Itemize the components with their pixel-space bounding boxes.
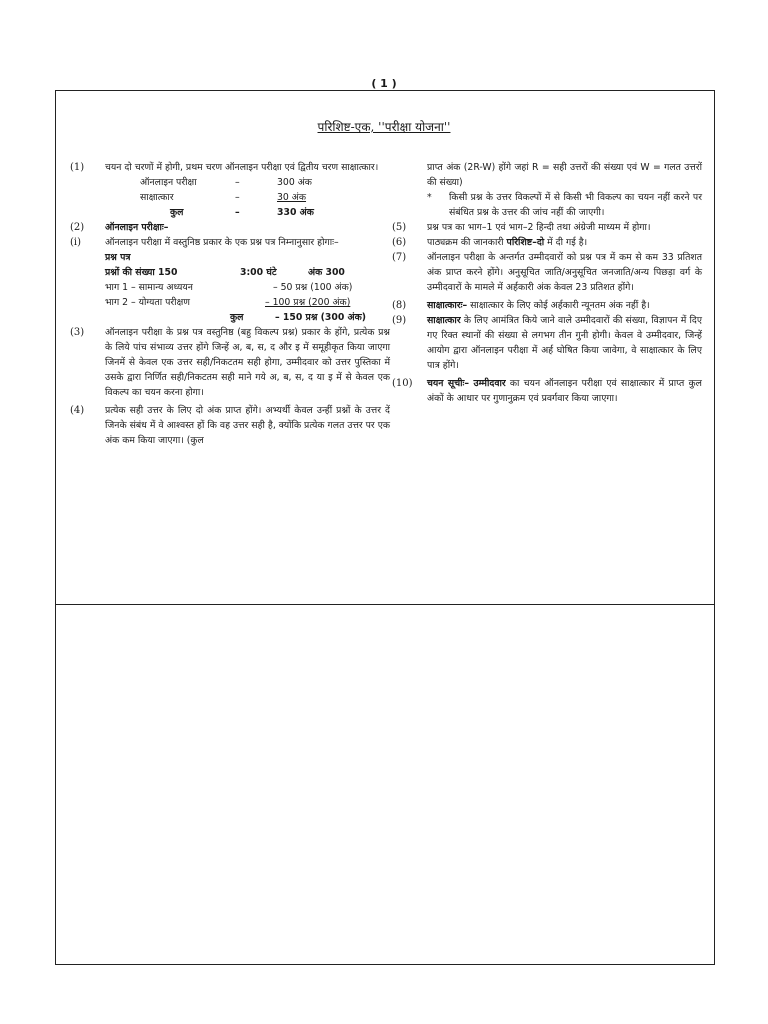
section-2i [70,235,390,250]
section-3-number: (3) [70,327,85,338]
part-1-value: – 50 प्रश्न (100 अंक) [273,282,353,293]
page-number: ( 1 ) [371,77,397,90]
paper-header-row [70,265,390,280]
star-mark: * [427,192,432,203]
section-1-text: चयन दो चरणों में होगी, प्रथम चरण ऑनलाइन परीक्षा एवं द्वितीय चरण साक्षात्कार। [105,162,379,173]
section-3-text: ऑनलाइन परीक्षा के प्रश्न पत्र वस्तुनिष्ठ (बहु विकल्प प्रश्न) प्रकार के होंगे, प्रत्येक प्रश्न के लिये पांच संभाव्य उत्तर होंगे जिन्हें अ, ब, स, द और इ में समूहीकृत किया जाएगा जिनमें से केवल एक उत्तर सही/निकटतम सही होगा, उम्मीदवार को उत्तर पुस्तिका में उसके द्वारा निर्णित सही/निकटतम सही माने गये अ, ब, स, द या इ में से केवल एक विकल्प का चयन करना होगा। [105,327,390,398]
paper-total-value: – 150 प्रश्न (300 अंक) [275,312,367,323]
left-column [70,160,390,448]
section-10-heading: चयन सूचीः– उम्मीदवार [427,378,506,389]
question-count: प्रश्नों की संख्या 150 [105,267,178,278]
section-3 [70,325,390,400]
section-8-text: साक्षात्कार के लिए कोई अर्हकारी न्यूनतम अंक नहीं है। [470,300,650,311]
section-7-text: ऑनलाइन परीक्षा के अन्तर्गत उम्मीदवारों को प्रश्न पत्र में कम से कम 33 प्रतिशत अंक प्राप्त करने होंगे। अनुसूचित जाति/अनुसूचित जनजाति/अन्य पिछड़ा वर्ग के उम्मीदवारों के मामले में अर्हकारी अंक केवल 23 प्रतिशत होंगे। [427,252,702,293]
section-2i-text: ऑनलाइन परीक्षा में वस्तुनिष्ठ प्रकार के एक प्रश्न पत्र निम्नानुसार होगाः– [105,237,339,248]
section-6-tail: में दी गई है। [547,237,588,248]
section-9-body [427,313,702,373]
marks-value-total: 330 अंक [277,207,314,218]
marks-row-online [70,175,390,190]
section-9-heading: साक्षात्कार [427,315,461,326]
section-4 [70,403,390,448]
section-8-body [427,298,702,313]
section-9 [392,313,702,373]
section-6-body [427,235,702,250]
section-2-number: (2) [70,222,85,233]
marks-dash-interview: – [235,192,240,203]
star-note-text: किसी प्रश्न के उत्तर विकल्पों में से किसी भी विकल्प का चयन नहीं करने पर संबंधित प्रश्न के उत्तर की जांच नहीं की जाएगी। [449,192,702,218]
section-4-text: प्रत्येक सही उत्तर के लिए दो अंक प्राप्त होंगे। अभ्यर्थी केवल उन्हीं प्रश्नों के उत्तर दें जिनके संबंध में वे आश्वस्त हों कि वह उत्तर सही है, क्योंकि प्रत्येक गलत उत्तर पर एक अंक कम किया जाएगा। (कुल [105,405,390,446]
section-8-number: (8) [392,300,407,311]
section-6-number: (6) [392,237,407,248]
paper-total-row [70,310,390,325]
page-title-text: परिशिष्ट-एक, ''परीक्षा योजना'' [317,120,451,134]
part-2-label: भाग 2 – योग्यता परीक्षण [105,297,190,308]
section-5-number: (5) [392,222,407,233]
marks-label-interview: साक्षात्कार [140,192,174,203]
section-6 [392,235,702,250]
section-8 [392,298,702,313]
part-row-1 [70,280,390,295]
section-1-number: (1) [70,162,85,173]
part-2-value: – 100 प्रश्न (200 अंक) [265,297,351,308]
marks-value-online: 300 अंक [277,177,312,188]
section-7-number: (7) [392,252,407,263]
marks-dash-online: – [235,177,240,188]
section-2 [70,220,390,235]
section-9-number: (9) [392,315,407,326]
section-5-text: प्रश्न पत्र का भाग–1 एवं भाग–2 हिन्दी तथा अंग्रेजी माध्यम में होगा। [427,222,651,233]
section-5 [392,220,702,235]
paper-marks: अंक 300 [308,267,345,278]
section-8-heading: साक्षात्कारः– [427,300,468,311]
paper-label: प्रश्न पत्र [105,252,131,263]
paper-time: 3:00 घंटे [240,267,277,278]
page-title [0,118,768,135]
section-2-heading: ऑनलाइन परीक्षाः– [105,222,169,233]
section-6-appendix-ref: परिशिष्ट–दो [506,237,545,248]
section-4-continuation: प्राप्त अंक (2R-W) होंगे जहां R = सही उत्तरों की संख्या एवं W = गलत उत्तरों की संख्या) [427,162,702,188]
paper-total-label: कुल [230,312,244,323]
marks-row-total [70,205,390,220]
marks-row-interview [70,190,390,205]
right-column [392,160,702,406]
frame-divider [55,604,715,605]
section-7 [392,250,702,295]
part-row-2 [70,295,390,310]
star-note [392,190,702,220]
section-10-text: का चयन ऑनलाइन परीक्षा एवं साक्षात्कार में प्राप्त कुल अंकों के आधार पर गुणानुक्रम एवं प्रवर्गवार किया जाएगा। [427,378,702,404]
section-9-text: के लिए आमंत्रित किये जाने वाले उम्मीदवारों की संख्या, विज्ञापन में दिए गए रिक्त स्थानों की संख्या से लगभग तीन गुनी होगी। केवल वे उम्मीदवार, जिन्हें आयोग द्वारा ऑनलाइन परीक्षा में अर्ह घोषित किया जावेगा, वे साक्षात्कार के लिए पात्र होंगे। [427,315,702,371]
section-4-number: (4) [70,405,85,416]
marks-label-online: ऑनलाइन परीक्षा [140,177,197,188]
section-10-number: (10) [392,378,413,389]
marks-dash-total: – [235,207,240,218]
marks-label-total: कुल [170,207,184,218]
section-1 [70,160,390,175]
section-2i-number: (i) [70,237,82,248]
section-10-body [427,376,702,406]
section-6-text: पाठ्यक्रम की जानकारी [427,237,504,248]
section-10 [392,376,702,406]
part-1-label: भाग 1 – सामान्य अध्ययन [105,282,193,293]
marks-value-interview: 30 अंक [277,192,307,203]
